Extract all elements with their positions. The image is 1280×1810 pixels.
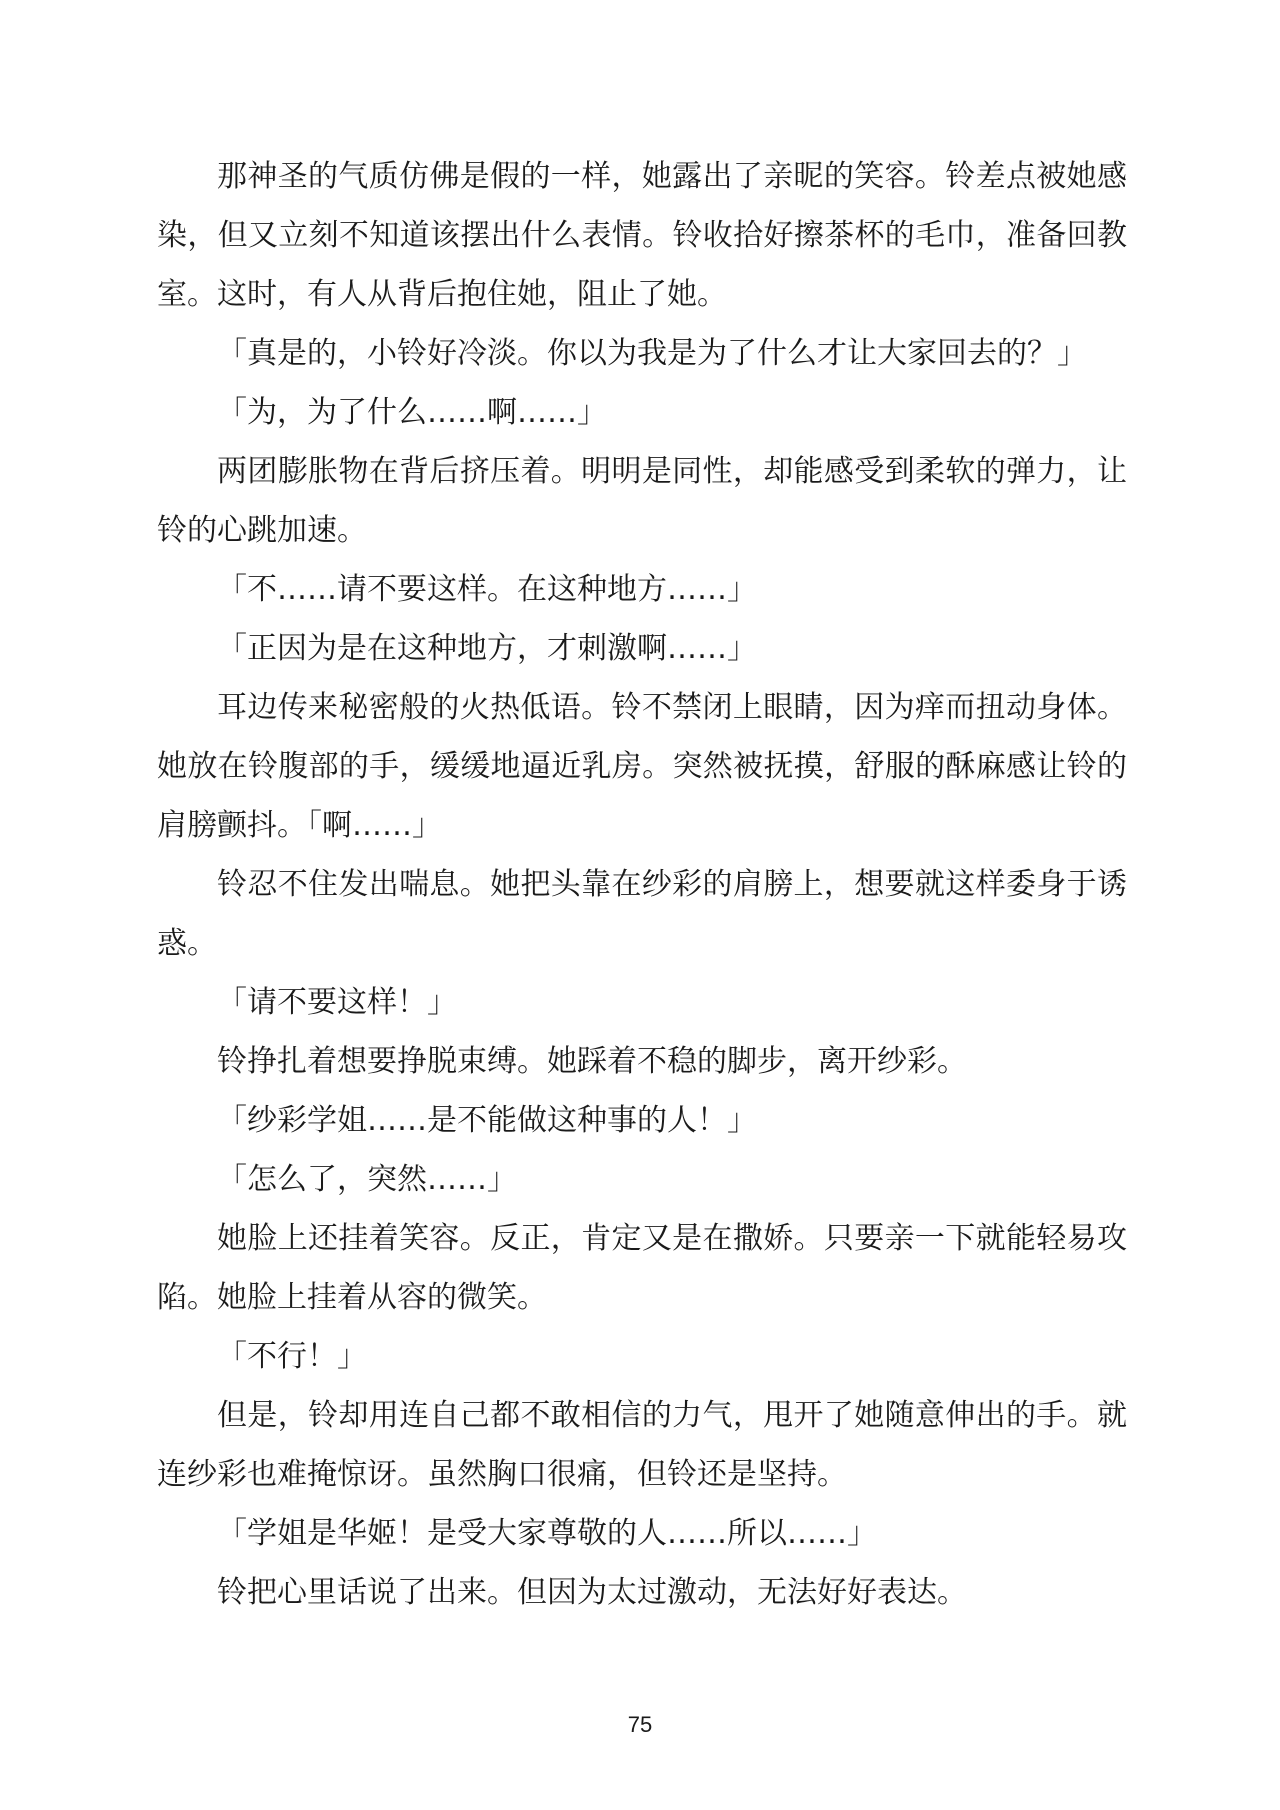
paragraph-12: 「怎么了，突然……」: [217, 1162, 517, 1197]
paragraph-16: 「学姐是华姬！是受大家尊敬的人……所以……」: [217, 1516, 877, 1551]
paragraph-17: 铃把心里话说了出来。但因为太过激动，无法好好表达。: [217, 1575, 967, 1610]
paragraph-13: 她脸上还挂着笑容。反正，肯定又是在撒娇。只要亲一下就能轻易攻陷。她脸上挂着从容的微笑。: [157, 1221, 1127, 1315]
paragraph-4: 两团膨胀物在背后挤压着。明明是同性，却能感受到柔软的弹力，让铃的心跳加速。: [157, 454, 1127, 548]
paragraph-11: 「纱彩学姐……是不能做这种事的人！」: [217, 1103, 757, 1138]
body-text: [157, 147, 1127, 1622]
paragraph-3: 「为，为了什么……啊……」: [217, 395, 607, 430]
paragraph-10: 铃挣扎着想要挣脱束缚。她踩着不稳的脚步，离开纱彩。: [217, 1044, 967, 1079]
paragraph-8: 铃忍不住发出喘息。她把头靠在纱彩的肩膀上，想要就这样委身于诱惑。: [157, 867, 1127, 961]
paragraph-5: 「不……请不要这样。在这种地方……」: [217, 572, 757, 607]
paragraph-7: 耳边传来秘密般的火热低语。铃不禁闭上眼睛，因为痒而扭动身体。她放在铃腹部的手，缓缓地逼近乳房。突然被抚摸，舒服的酥麻感让铃的肩膀颤抖。「啊……」: [157, 690, 1127, 843]
paragraph-9: 「请不要这样！」: [217, 985, 457, 1020]
paragraph-15: 但是，铃却用连自己都不敢相信的力气，甩开了她随意伸出的手。就连纱彩也难掩惊讶。虽然胸口很痛，但铃还是坚持。: [157, 1398, 1127, 1492]
paragraph-14: 「不行！」: [217, 1339, 367, 1374]
paragraph-6: 「正因为是在这种地方，才刺激啊……」: [217, 631, 757, 666]
page-number: 75: [627, 1712, 653, 1737]
paragraph-2: 「真是的，小铃好冷淡。你以为我是为了什么才让大家回去的？」: [217, 336, 1087, 371]
paragraph-1: 那神圣的气质仿佛是假的一样，她露出了亲昵的笑容。铃差点被她感染，但又立刻不知道该摆出什么表情。铃收拾好擦茶杯的毛巾，准备回教室。这时，有人从背后抱住她，阻止了她。: [157, 159, 1127, 312]
